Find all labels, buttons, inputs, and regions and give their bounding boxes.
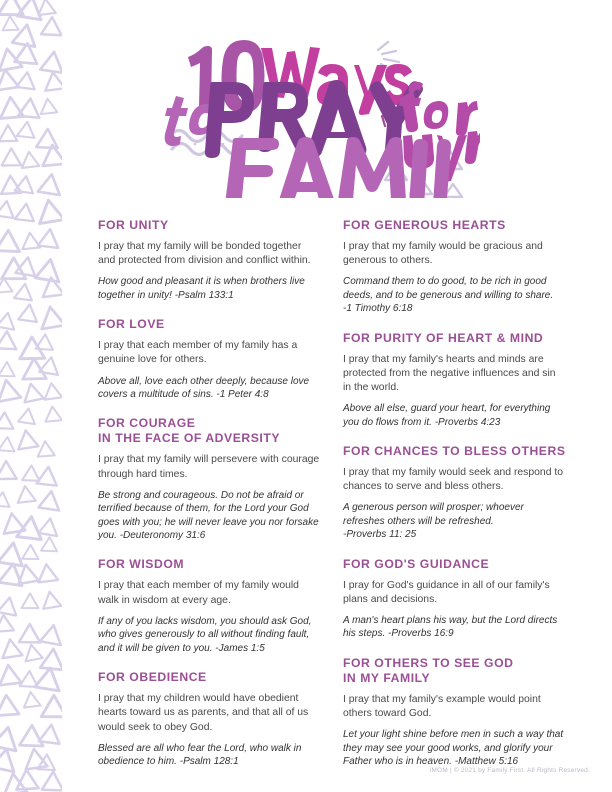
verse-reference: -Proverbs 11: 25 [343,529,417,541]
section-heading-line1: FOR LOVE [98,317,165,332]
section-heading-line1: FOR COURAGE [98,416,196,431]
prayer-text: I pray that my children would have obedient hearts toward us as parents, and that all of us would seek to obey God. [98,693,309,733]
scripture-verse [343,501,566,541]
verse-reference: -Matthew 5:16 [454,756,519,768]
verse-text: A man's heart plans his way, but the Lord directs his steps. [343,615,558,640]
prayer-section [98,557,321,655]
verse-text: Blessed are all who fear the Lord, who walk in obedience to him. [98,742,302,768]
verse-reference: -James 1:5 [215,642,265,654]
title-family [226,137,480,198]
section-heading [343,557,566,572]
prayer-section [343,557,566,641]
section-heading-line1: FOR OTHERS TO SEE GOD [343,655,514,670]
prayer-text: I pray that my family will be bonded together and protected from division and conflict within. [98,241,311,267]
section-heading [98,557,321,572]
scripture-verse [98,275,321,302]
prayer-text: I pray that my family's hearts and minds are protected from the negative influences and sin in the world. [343,353,556,394]
right-column [343,218,566,769]
section-heading [98,670,321,685]
section-heading-line1: FOR CHANCES TO BLESS OTHERS [343,444,566,459]
prayer-section [343,656,566,769]
verse-text: Above all, love each other deeply, because love covers a multitude of sins. [98,375,310,401]
section-heading-line1: FOR OBEDIENCE [98,670,207,685]
verse-reference: -Proverbs 16:9 [388,628,454,640]
verse-reference: -Proverbs 4:23 [434,416,501,428]
prayer-text: I pray that my family will persevere with courage through hard times. [98,454,320,480]
scripture-verse [98,615,321,655]
left-column [98,218,321,769]
verse-reference: -1 Timothy 6:18 [343,303,413,315]
scripture-verse [343,275,566,315]
verse-reference: -Deuteronomy 31:6 [119,530,206,542]
verse-text: Command them to do good, to be rich in good deeds, and to be generous and willing to share. [343,276,554,301]
verse-text: Let your light shine before men in such a way that they may see your good works, and glorify your Father who is in heaven. [343,729,564,768]
scripture-verse [343,614,566,641]
verse-reference: -Psalm 133:1 [174,289,234,301]
prayer-text: I pray that each member of my family would walk in wisdom at every age. [98,580,299,606]
prayer-text: I pray that my family would be gracious and generous to others. [343,241,543,267]
scripture-verse [98,489,321,543]
section-heading-line1: FOR GOD'S GUIDANCE [343,556,490,571]
verse-text: If any of you lacks wisdom, you should ask God, who gives generously to all without finding fault, and it will be given to you. [98,615,312,654]
prayer-section [343,331,566,429]
verse-text: A generous person will prosper; whoever refreshes others will be refreshed. [343,502,524,527]
section-heading-line2: IN MY FAMILY [343,670,431,685]
section-heading [343,218,566,233]
verse-reference: -Psalm 128:1 [179,756,239,768]
prayer-section [343,444,566,542]
prayer-section [98,670,321,768]
verse-text: How good and pleasant it is when brothers live together in unity! [98,276,305,301]
section-heading-line1: FOR GENEROUS HEARTS [343,218,506,232]
verse-text: Above all else, guard your heart, for everything you do flows from it. [343,403,551,428]
section-heading [343,444,566,459]
section-heading [343,656,566,686]
prayer-section [343,218,566,316]
footer-copyright: iMOM | © 2021 by Family First. All Rights Reserved. [429,767,590,774]
scripture-verse [98,375,321,402]
content-columns [98,218,566,769]
section-heading-line2: IN THE FACE OF ADVERSITY [98,431,281,446]
prayer-text: I pray that my family's example would point others toward God. [343,693,541,720]
triangle-border-pattern [0,0,62,792]
section-heading-line1: FOR UNITY [98,218,169,232]
verse-text: Be strong and courageous. Do not be afraid or terrified because of them, for the Lord your God goes with you; he will never leave you nor forsake you. [98,489,319,542]
section-heading-line1: FOR WISDOM [98,557,185,572]
section-heading [98,218,321,233]
prayer-section [98,317,321,401]
prayer-section [98,218,321,302]
title-block [150,18,480,198]
scripture-verse [343,402,566,429]
prayer-text: I pray that my family would seek and respond to chances to serve and bless others. [343,467,564,493]
section-heading [98,317,321,332]
section-heading [98,416,321,446]
prayer-text: I pray that each member of my family has a genuine love for others. [98,340,298,366]
section-heading-line1: FOR PURITY OF HEART & MIND [343,330,544,345]
prayer-section [98,416,321,542]
section-heading [343,331,566,346]
verse-reference: -1 Peter 4:8 [216,389,269,401]
prayer-text: I pray for God's guidance in all of our family's plans and decisions. [343,579,550,605]
scripture-verse [343,728,566,768]
scripture-verse [98,742,321,769]
